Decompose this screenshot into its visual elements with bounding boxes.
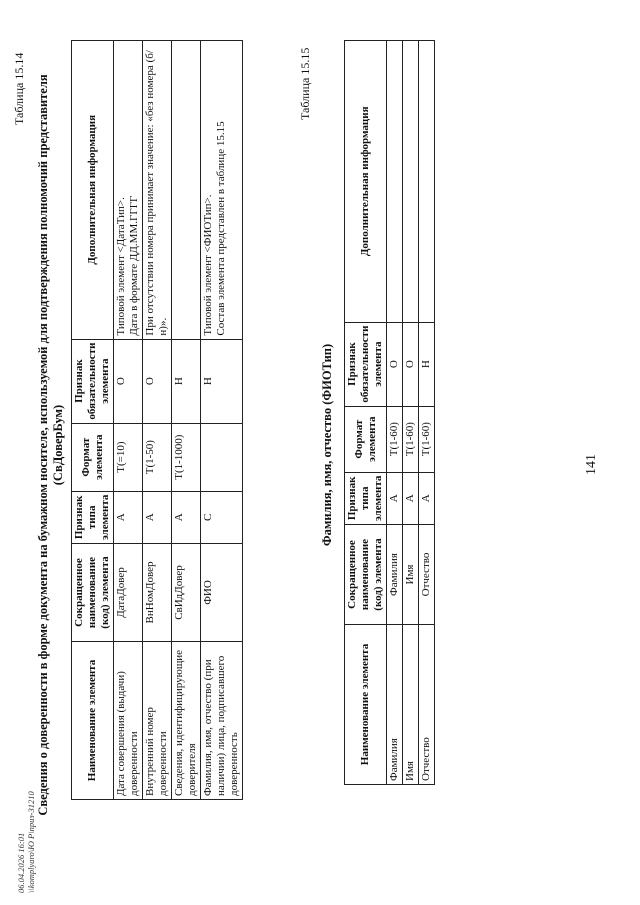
header-row [72,41,114,800]
column-header: Признак типа элемента [345,472,387,524]
table-cell: Сведения, идентифицирующие доверителя [172,642,201,800]
column-header: Признак типа элемента [72,491,114,543]
table-cell [387,41,403,323]
table-cell [403,41,419,323]
table-cell: СвИдДовер [172,544,201,642]
table-cell: Н [172,339,201,423]
table-cell [419,41,435,323]
table-cell [172,41,201,340]
table1 [71,40,243,800]
table-cell: О [143,339,172,423]
table-cell: А [114,491,143,543]
column-header: Формат элемента [72,423,114,491]
column-header: Сокращенное наименование (код) элемента [72,544,114,642]
table-cell: ДатаДовер [114,544,143,642]
table-cell: Имя [403,625,419,785]
table-row [403,41,419,785]
footer [16,791,36,893]
table-cell: О [387,322,403,406]
table-cell: А [143,491,172,543]
table-row [387,41,403,785]
table-cell: А [172,491,201,543]
table-cell: О [403,322,419,406]
table2 [344,40,435,785]
footer-line2: \\komplyaro\Ю Р\приз-31210 [26,791,36,893]
table2-title: Фамилия, имя, отчество (ФИОТип) [320,343,334,547]
table-cell: Фамилия, имя, отчество (при наличии) лица, подписавшего доверенность [201,642,243,800]
table-cell: T(1-1000) [172,423,201,491]
table-cell: T(1-60) [387,406,403,472]
table-row [419,41,435,785]
table-cell: С [201,491,243,543]
column-header: Дополнительная информация [345,41,387,323]
table-cell: Дата совершения (выдачи) доверенности [114,642,143,800]
table-cell: Типовой элемент <ДатаТип>. Дата в формате ДД.ММ.ГГГГ [114,41,143,340]
table-cell: Отчество [419,625,435,785]
table-cell: Фамилия [387,525,403,625]
table-cell: Фамилия [387,625,403,785]
table-cell: Н [419,322,435,406]
footer-line1: 06.04.2026 16:01 [16,832,26,893]
table-cell: О [114,339,143,423]
table-cell: А [419,472,435,524]
table-cell: ФИО [201,544,243,642]
table-row [114,41,143,800]
table-cell: ВнНомДовер [143,544,172,642]
table1-title-line2: (СвДоверБум) [51,404,65,486]
table-row [201,41,243,800]
table-cell: Имя [403,525,419,625]
table-row [143,41,172,800]
table-cell: T(1-50) [143,423,172,491]
column-header: Дополнительная информация [72,41,114,340]
table1-title-line1: Сведения о доверенности в форме документа на бумажном носителе, используемой для подтверждения полномочий представителя [36,74,50,816]
column-header: Наименование элемента [345,625,387,785]
column-header: Признак обязательности элемента [345,322,387,406]
table-cell: Типовой элемент <ФИОТип>. Состав элемента представлен в таблице 15.15 [201,41,243,340]
column-header: Сокращенное наименование (код) элемента [345,525,387,625]
table1-caption: Таблица 15.14 [12,52,26,125]
header-row [345,41,387,785]
table-row [172,41,201,800]
table-cell: T(=10) [114,423,143,491]
table-cell: А [403,472,419,524]
table-cell: T(1-60) [403,406,419,472]
column-header: Формат элемента [345,406,387,472]
table2-caption: Таблица 15.15 [298,47,312,120]
column-header: Признак обязательности элемента [72,339,114,423]
table-cell: При отсутствии номера принимает значение: «без номера (б/н)». [143,41,172,340]
table-cell: Внутренний номер доверенности [143,642,172,800]
column-header: Наименование элемента [72,642,114,800]
table-cell: Н [201,339,243,423]
table-cell: T(1-60) [419,406,435,472]
table-cell [201,423,243,491]
table-cell: Отчество [419,525,435,625]
page-number: 141 [584,454,599,475]
table1-title [36,45,66,845]
table-cell: А [387,472,403,524]
